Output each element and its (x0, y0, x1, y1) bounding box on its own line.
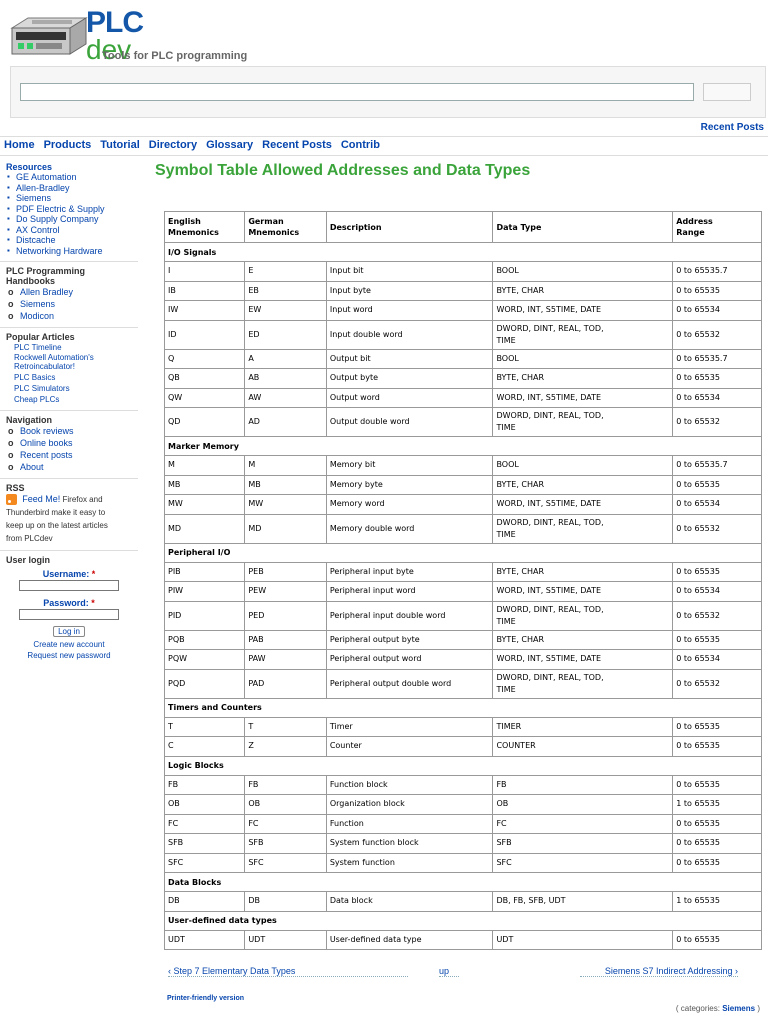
rss-feed-link[interactable]: Feed Me! (22, 494, 61, 504)
up-link[interactable]: up (439, 966, 459, 977)
english-mnemonic-cell: FB (165, 775, 245, 795)
address-range-cell: 1 to 65535 (673, 795, 762, 815)
german-mnemonic-cell: DB (245, 892, 327, 912)
table-row (165, 475, 762, 495)
section-row (165, 243, 762, 262)
address-range-cell: 0 to 65535 (673, 853, 762, 873)
category-link[interactable]: Siemens (722, 1004, 756, 1013)
data-type-line: WORD, INT, S5TIME, DATE (496, 392, 602, 402)
description-cell: Timer (326, 717, 493, 737)
data-type-cell (493, 495, 673, 515)
data-type-line: BYTE, CHAR (496, 479, 545, 489)
table-row (165, 388, 762, 408)
data-type-line: WORD, INT, S5TIME, DATE (496, 654, 602, 664)
nav-glossary[interactable]: Glossary (206, 139, 254, 151)
address-range-cell: 0 to 65534 (673, 495, 762, 515)
table-row (165, 814, 762, 834)
german-mnemonic-cell: E (245, 262, 327, 282)
table-row (165, 737, 762, 757)
data-type-line: DB, FB, SFB, UDT (496, 896, 566, 906)
german-mnemonic-cell: PED (245, 601, 327, 630)
description-cell: Memory byte (326, 475, 493, 495)
sidebar-handbooks (0, 262, 138, 328)
search-button[interactable] (703, 83, 751, 101)
german-mnemonic-cell: AD (245, 408, 327, 437)
primary-nav (4, 139, 389, 151)
german-mnemonic-cell: A (245, 349, 327, 369)
handbooks-title-line2: Handbooks (6, 276, 56, 286)
english-mnemonic-cell: PID (165, 601, 245, 630)
data-type-cell (493, 262, 673, 282)
required-mark: * (91, 598, 95, 608)
description-cell: Peripheral input word (326, 582, 493, 602)
german-mnemonic-cell: PAB (245, 630, 327, 650)
english-mnemonic-cell: SFB (165, 834, 245, 854)
data-type-cell (493, 650, 673, 670)
description-cell: Input byte (326, 281, 493, 301)
address-range-cell: 0 to 65535 (673, 737, 762, 757)
data-type-cell (493, 475, 673, 495)
handbooks-title-line1: PLC Programming (6, 266, 86, 276)
data-type-cell (493, 795, 673, 815)
navigation-title: Navigation (6, 415, 53, 425)
data-type-cell (493, 775, 673, 795)
data-type-cell (493, 601, 673, 630)
data-type-cell (493, 892, 673, 912)
rss-text: Firefox and (62, 495, 103, 504)
table-row (165, 495, 762, 515)
description-cell: System function (326, 853, 493, 873)
table-row (165, 795, 762, 815)
german-mnemonic-cell: EW (245, 301, 327, 321)
sidebar-popular (0, 328, 138, 411)
rss-text: keep up on the latest articles (6, 521, 108, 530)
description-cell: Input bit (326, 262, 493, 282)
german-mnemonic-cell: PEW (245, 582, 327, 602)
resource-link[interactable]: ▪ Siemens (6, 193, 132, 204)
handbook-link[interactable]: o Allen Bradley (6, 286, 132, 298)
recent-posts-link[interactable]: Recent Posts (700, 122, 764, 133)
col-header-range: Address Range (673, 212, 762, 243)
navigation-link[interactable]: o Online books (6, 437, 132, 449)
popular-title: Popular Articles (6, 332, 75, 342)
data-type-cell (493, 349, 673, 369)
data-type-cell (493, 930, 673, 950)
data-type-line: FB (496, 779, 507, 789)
description-cell: Peripheral output double word (326, 669, 493, 698)
nav-recent-posts[interactable]: Recent Posts (262, 139, 332, 151)
section-row (165, 543, 762, 562)
address-range-cell: 0 to 65535.7 (673, 262, 762, 282)
divider (0, 155, 768, 156)
german-mnemonic-cell: PAD (245, 669, 327, 698)
data-type-cell (493, 456, 673, 476)
english-mnemonic-cell: MD (165, 514, 245, 543)
english-mnemonic-cell: PQB (165, 630, 245, 650)
address-range-cell: 0 to 65532 (673, 514, 762, 543)
description-cell: Output bit (326, 349, 493, 369)
data-type-line: SFB (496, 838, 512, 848)
english-mnemonic-cell: IB (165, 281, 245, 301)
address-range-cell: 0 to 65534 (673, 301, 762, 321)
resources-title: Resources (6, 162, 53, 172)
data-type-line: BOOL (496, 266, 519, 276)
address-table (164, 211, 762, 950)
nav-home[interactable]: Home (4, 139, 35, 151)
description-cell: Function (326, 814, 493, 834)
col-header-datatype: Data Type (493, 212, 673, 243)
table-header-row (165, 212, 762, 243)
password-field[interactable] (19, 609, 119, 620)
german-mnemonic-cell: MD (245, 514, 327, 543)
sidebar-navigation (0, 411, 138, 479)
german-mnemonic-cell: T (245, 717, 327, 737)
table-row (165, 892, 762, 912)
table-row (165, 301, 762, 321)
section-title: Data Blocks (165, 873, 762, 892)
password-label-text: Password: (43, 598, 89, 608)
data-type-cell (493, 834, 673, 854)
section-title: Logic Blocks (165, 756, 762, 775)
english-mnemonic-cell: QW (165, 388, 245, 408)
login-button[interactable]: Log in (53, 626, 85, 637)
description-cell: Organization block (326, 795, 493, 815)
english-mnemonic-cell: ID (165, 320, 245, 349)
resource-link[interactable]: ▪ Allen-Bradley (6, 183, 132, 194)
data-type-line: WORD, INT, S5TIME, DATE (496, 499, 602, 509)
data-type-line: TIME (496, 335, 516, 345)
german-mnemonic-cell: EB (245, 281, 327, 301)
section-title: User-defined data types (165, 911, 762, 930)
english-mnemonic-cell: T (165, 717, 245, 737)
col-header-german: German Mnemonics (245, 212, 327, 243)
english-mnemonic-cell: C (165, 737, 245, 757)
section-title: I/O Signals (165, 243, 762, 262)
rss-text: Thunderbird make it easy to (6, 508, 106, 517)
plc-device-icon[interactable] (8, 14, 88, 56)
german-mnemonic-cell: FB (245, 775, 327, 795)
description-cell: Memory word (326, 495, 493, 515)
popular-link[interactable]: Cheap PLCs (14, 395, 60, 404)
data-type-line: TIMER (496, 721, 522, 731)
required-mark: * (91, 569, 96, 579)
brand-dev: dev (86, 34, 132, 65)
english-mnemonic-cell: PIW (165, 582, 245, 602)
description-cell: User-defined data type (326, 930, 493, 950)
rss-title: RSS (6, 483, 25, 493)
page-title: Symbol Table Allowed Addresses and Data Types (155, 162, 531, 179)
address-range-cell: 0 to 65534 (673, 582, 762, 602)
data-type-line: BOOL (496, 353, 519, 363)
search-bar (10, 66, 766, 118)
english-mnemonic-cell: MB (165, 475, 245, 495)
german-mnemonic-cell: SFB (245, 834, 327, 854)
german-mnemonic-cell: PAW (245, 650, 327, 670)
description-cell: Counter (326, 737, 493, 757)
description-cell: Memory bit (326, 456, 493, 476)
categories (676, 1004, 760, 1013)
resource-link[interactable]: ▪ Networking Hardware (6, 246, 132, 257)
english-mnemonic-cell: PIB (165, 562, 245, 582)
data-type-cell (493, 514, 673, 543)
data-type-cell (493, 320, 673, 349)
section-row (165, 911, 762, 930)
data-type-cell (493, 814, 673, 834)
german-mnemonic-cell: PEB (245, 562, 327, 582)
address-range-cell: 0 to 65534 (673, 388, 762, 408)
table-row (165, 630, 762, 650)
data-type-line: BYTE, CHAR (496, 373, 545, 383)
description-cell: Peripheral input double word (326, 601, 493, 630)
data-type-cell (493, 408, 673, 437)
data-type-line: BOOL (496, 460, 519, 470)
data-type-cell (493, 562, 673, 582)
popular-link[interactable]: PLC Basics (14, 373, 56, 382)
description-cell: Output word (326, 388, 493, 408)
handbook-link[interactable]: o Modicon (6, 310, 132, 322)
address-range-cell: 0 to 65532 (673, 320, 762, 349)
table-row (165, 349, 762, 369)
description-cell: Peripheral input byte (326, 562, 493, 582)
request-password-link[interactable]: Request new password (27, 651, 111, 660)
german-mnemonic-cell: SFC (245, 853, 327, 873)
section-title: Marker Memory (165, 437, 762, 456)
printer-friendly-link[interactable]: Printer-friendly version (167, 995, 245, 1002)
popular-link[interactable]: PLC Simulators (14, 384, 70, 393)
data-type-line: TIME (496, 616, 516, 626)
address-range-cell: 0 to 65535 (673, 930, 762, 950)
data-type-line: BYTE, CHAR (496, 634, 545, 644)
data-type-cell (493, 717, 673, 737)
table-row (165, 514, 762, 543)
table-row (165, 601, 762, 630)
data-type-line: TIME (496, 423, 516, 432)
data-type-line: DWORD, DINT, REAL, TOD, (496, 672, 604, 682)
section-title: Timers and Counters (165, 698, 762, 717)
navigation-link[interactable]: o About (6, 461, 132, 473)
address-range-cell: 0 to 65535.7 (673, 456, 762, 476)
english-mnemonic-cell: QD (165, 408, 245, 437)
german-mnemonic-cell: M (245, 456, 327, 476)
address-range-cell: 0 to 65535 (673, 834, 762, 854)
categories-prefix: ( categories: (675, 1004, 720, 1013)
data-type-cell (493, 582, 673, 602)
address-range-cell: 1 to 65535 (673, 892, 762, 912)
english-mnemonic-cell: SFC (165, 853, 245, 873)
nav-products[interactable]: Products (43, 139, 92, 151)
create-account-link[interactable]: Create new account (33, 640, 105, 649)
popular-link[interactable]: PLC Timeline (14, 343, 62, 352)
english-mnemonic-cell: MW (165, 495, 245, 515)
table-row (165, 834, 762, 854)
popular-link[interactable]: Rockwell Automation's (14, 353, 94, 362)
description-cell: Output byte (326, 369, 493, 389)
german-mnemonic-cell: UDT (245, 930, 327, 950)
data-type-cell (493, 630, 673, 650)
german-mnemonic-cell: Z (245, 737, 327, 757)
table-row (165, 853, 762, 873)
brand-plc: PLC (86, 6, 143, 39)
section-row (165, 873, 762, 892)
data-type-cell (493, 853, 673, 873)
data-type-line: TIME (496, 684, 516, 694)
password-label (6, 598, 132, 608)
prev-page-link[interactable]: ‹ Step 7 Elementary Data Types (168, 966, 408, 977)
data-type-line: COUNTER (496, 741, 536, 751)
data-type-line: BYTE, CHAR (496, 566, 545, 576)
sidebar (0, 158, 138, 666)
table-row (165, 717, 762, 737)
username-field[interactable] (19, 580, 119, 591)
data-type-cell (493, 669, 673, 698)
next-page-link[interactable]: Siemens S7 Indirect Addressing › (580, 966, 738, 977)
german-mnemonic-cell: AB (245, 369, 327, 389)
description-cell: System function block (326, 834, 493, 854)
divider (0, 136, 768, 137)
english-mnemonic-cell: IW (165, 301, 245, 321)
table-body (165, 243, 762, 950)
description-cell: Input double word (326, 320, 493, 349)
navigation-link[interactable]: o Recent posts (6, 449, 132, 461)
address-range-cell: 0 to 65535 (673, 775, 762, 795)
data-type-cell (493, 281, 673, 301)
search-input[interactable] (20, 83, 694, 101)
data-type-cell (493, 388, 673, 408)
address-range-cell: 0 to 65535 (673, 475, 762, 495)
book-navigation (164, 966, 738, 982)
nav-directory[interactable]: Directory (148, 139, 198, 151)
german-mnemonic-cell: AW (245, 388, 327, 408)
address-range-cell: 0 to 65535 (673, 281, 762, 301)
data-type-line: BYTE, CHAR (496, 285, 545, 295)
table-row (165, 775, 762, 795)
address-range-cell: 0 to 65535 (673, 717, 762, 737)
table-row (165, 408, 762, 437)
site-tagline: Tools for PLC programming (102, 50, 248, 62)
data-type-line: FC (496, 818, 507, 828)
address-range-cell: 0 to 65532 (673, 601, 762, 630)
col-header-english: English Mnemonics (165, 212, 245, 243)
data-type-cell (493, 369, 673, 389)
german-mnemonic-cell: ED (245, 320, 327, 349)
rss-text: from PLCdev (6, 534, 53, 543)
data-type-cell (493, 737, 673, 757)
address-range-cell: 0 to 65535 (673, 369, 762, 389)
address-range-cell: 0 to 65535.7 (673, 349, 762, 369)
english-mnemonic-cell: DB (165, 892, 245, 912)
table-row (165, 669, 762, 698)
nav-tutorial[interactable]: Tutorial (100, 139, 140, 151)
table-row (165, 930, 762, 950)
description-cell: Data block (326, 892, 493, 912)
nav-contrib[interactable]: Contrib (340, 139, 380, 151)
navigation-link[interactable]: o Book reviews (6, 425, 132, 437)
resource-link[interactable]: ▪ AX Control (6, 225, 132, 236)
german-mnemonic-cell: MB (245, 475, 327, 495)
login-title: User login (6, 555, 51, 565)
sidebar-resources (0, 158, 138, 262)
data-type-cell (493, 301, 673, 321)
description-cell: Function block (326, 775, 493, 795)
address-range-cell: 0 to 65534 (673, 650, 762, 670)
english-mnemonic-cell: FC (165, 814, 245, 834)
address-range-cell: 0 to 65532 (673, 408, 762, 437)
resource-link[interactable]: ▪ PDF Electric & Supply (6, 204, 132, 215)
english-mnemonic-cell: Q (165, 349, 245, 369)
table-row (165, 562, 762, 582)
table-row (165, 320, 762, 349)
english-mnemonic-cell: OB (165, 795, 245, 815)
description-cell: Peripheral output byte (326, 630, 493, 650)
resource-link[interactable]: ▪ GE Automation (6, 172, 132, 183)
german-mnemonic-cell: MW (245, 495, 327, 515)
username-label (6, 569, 132, 579)
table-row (165, 369, 762, 389)
col-header-description: Description (326, 212, 493, 243)
table-row (165, 650, 762, 670)
english-mnemonic-cell: PQW (165, 650, 245, 670)
data-type-line: OB (496, 799, 509, 809)
username-label-text: Username: (42, 569, 90, 579)
section-row (165, 437, 762, 456)
popular-link[interactable]: Retroincabulator! (14, 362, 75, 371)
table-row (165, 456, 762, 476)
categories-suffix: ) (757, 1004, 760, 1013)
english-mnemonic-cell: I (165, 262, 245, 282)
rss-icon[interactable] (6, 494, 17, 505)
data-type-line: DWORD, DINT, REAL, TOD, (496, 411, 604, 420)
sidebar-login (0, 551, 138, 666)
data-type-line: DWORD, DINT, REAL, TOD, (496, 323, 604, 333)
address-range-cell: 0 to 65535 (673, 562, 762, 582)
data-type-line: TIME (496, 529, 516, 539)
data-type-line: WORD, INT, S5TIME, DATE (496, 586, 602, 596)
handbook-link[interactable]: o Siemens (6, 298, 132, 310)
table-row (165, 582, 762, 602)
data-type-line: SFC (496, 857, 512, 867)
german-mnemonic-cell: OB (245, 795, 327, 815)
english-mnemonic-cell: M (165, 456, 245, 476)
section-row (165, 698, 762, 717)
address-range-cell: 0 to 65535 (673, 814, 762, 834)
resource-link[interactable]: ▪ Distcache (6, 235, 132, 246)
german-mnemonic-cell: FC (245, 814, 327, 834)
english-mnemonic-cell: PQD (165, 669, 245, 698)
sidebar-rss (0, 479, 138, 551)
resource-link[interactable]: ▪ Do Supply Company (6, 214, 132, 225)
english-mnemonic-cell: QB (165, 369, 245, 389)
description-cell: Input word (326, 301, 493, 321)
address-range-cell: 0 to 65532 (673, 669, 762, 698)
data-type-line: UDT (496, 934, 514, 944)
english-mnemonic-cell: UDT (165, 930, 245, 950)
address-range-cell: 0 to 65535 (673, 630, 762, 650)
description-cell: Peripheral output word (326, 650, 493, 670)
section-title: Peripheral I/O (165, 543, 762, 562)
data-type-line: DWORD, DINT, REAL, TOD, (496, 517, 604, 527)
section-row (165, 756, 762, 775)
description-cell: Memory double word (326, 514, 493, 543)
data-type-line: WORD, INT, S5TIME, DATE (496, 305, 602, 315)
data-type-line: DWORD, DINT, REAL, TOD, (496, 604, 604, 614)
table-row (165, 262, 762, 282)
table-row (165, 281, 762, 301)
description-cell: Output double word (326, 408, 493, 437)
